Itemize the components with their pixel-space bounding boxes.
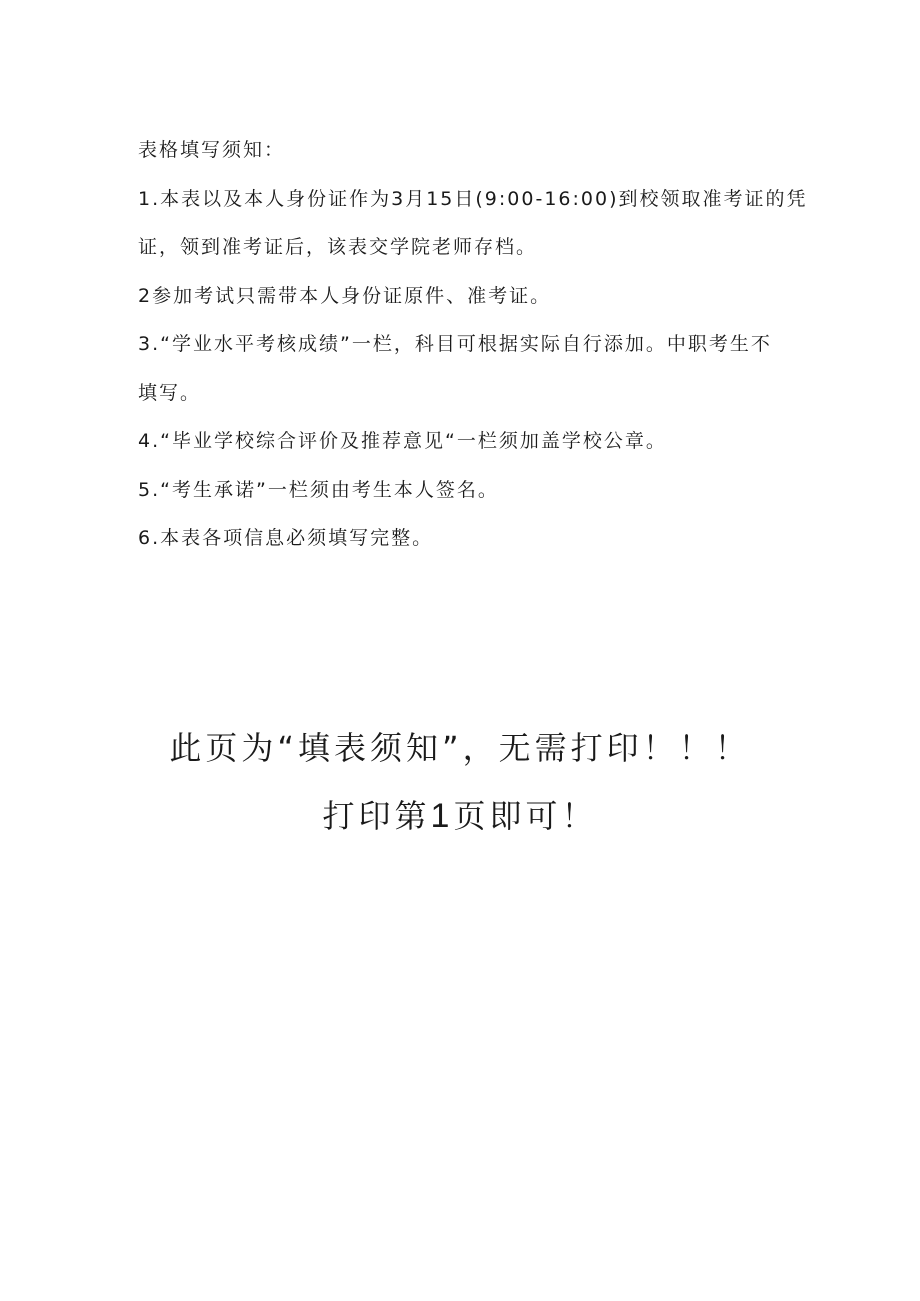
print-notice [0, 714, 920, 850]
instructions-heading: 表格填写须知： [138, 139, 286, 161]
instruction-item-5-line-1: 5.“考生承诺”一栏须由考生本人签名。 [138, 478, 499, 501]
instruction-item-6-line-1: 6.本表各项信息必须填写完整。 [138, 527, 434, 549]
instruction-item-1-line-1: 1.本表以及本人身份证作为3月15日(9:00-16:00)到校领取准考证的凭 [138, 187, 808, 210]
instruction-item-4-line-1: 4.“毕业学校综合评价及推荐意见“一栏须加盖学校公章。 [138, 430, 667, 452]
instruction-item-3-line-2: 填写。 [138, 381, 202, 404]
print-notice-line-2 [0, 782, 920, 850]
print-notice-suffix: 页即可！ [453, 797, 598, 835]
instruction-item-3-line-1: 3.“学业水平考核成绩”一栏，科目可根据实际自行添加。中职考生不 [138, 333, 772, 355]
print-notice-line-1: 此页为“填表须知”，无需打印！！！ [169, 729, 751, 767]
instruction-item-2-line-1: 2参加考试只需带本人身份证原件、准考证。 [138, 284, 552, 307]
print-notice-prefix: 打印第 [322, 797, 431, 835]
instruction-item-1-line-2: 证，领到准考证后，该表交学院老师存档。 [138, 236, 538, 258]
print-page-number: 1 [430, 797, 454, 835]
instructions-section [138, 126, 828, 563]
